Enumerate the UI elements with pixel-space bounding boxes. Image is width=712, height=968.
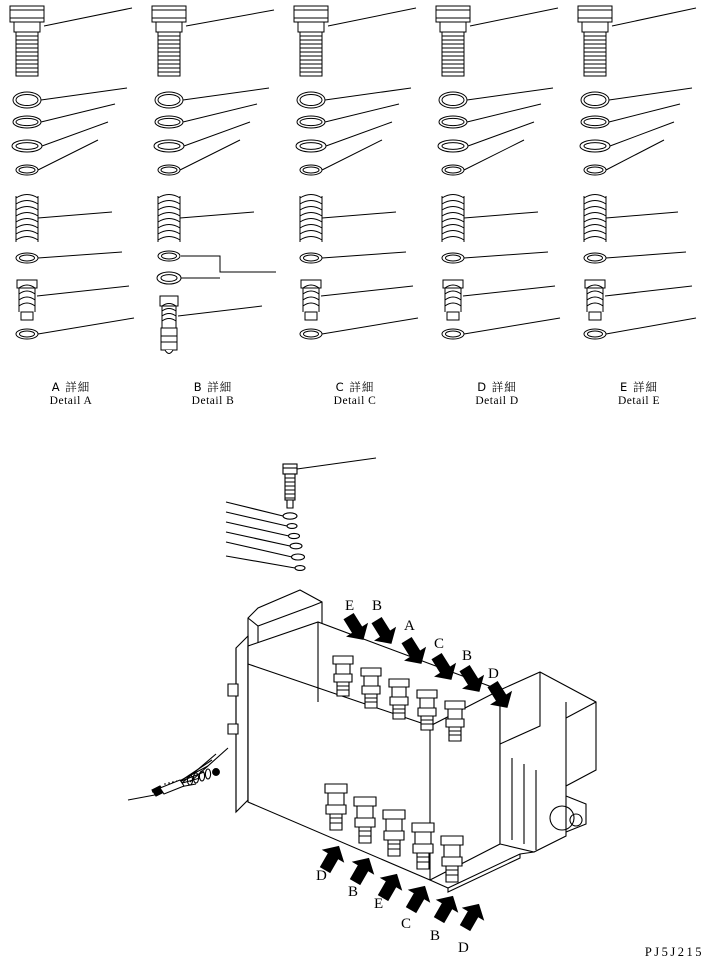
- detail-a-caption: A 詳細 Detail A: [49, 380, 93, 408]
- callout-lower-b: B: [348, 884, 359, 900]
- detail-c-drawing: [284, 0, 426, 400]
- top-exploded-stack: [226, 458, 376, 570]
- callout-lower-e: E: [374, 896, 384, 912]
- callout-lower-c: C: [401, 916, 412, 932]
- detail-e-caption: E 詳細 Detail E: [618, 380, 660, 408]
- detail-d-caption: D 詳細 Detail D: [475, 380, 519, 408]
- callout-upper-a: A: [404, 618, 415, 634]
- callout-lower-d2: D: [458, 940, 469, 956]
- callout-upper-c: C: [434, 636, 445, 652]
- detail-column-b: [142, 0, 284, 420]
- part-code: PJ5J215: [644, 945, 704, 959]
- callout-lower-d: D: [316, 868, 327, 884]
- detail-column-c: [284, 0, 426, 420]
- detail-column-e: [568, 0, 710, 420]
- detail-b-caption: B 詳細 Detail B: [191, 380, 235, 408]
- lower-left-exploded-parts: [128, 748, 228, 800]
- callout-upper-d: D: [488, 666, 499, 682]
- callout-upper-e: E: [345, 598, 355, 614]
- detail-a-drawing: [0, 0, 142, 400]
- detail-c-caption: C 詳細 Detail C: [333, 380, 377, 408]
- detail-b-drawing: [142, 0, 284, 400]
- main-valve-assembly-drawing: [0, 440, 712, 940]
- detail-d-drawing: [426, 0, 568, 400]
- callout-lower-b2: B: [430, 928, 441, 944]
- detail-column-d: [426, 0, 568, 420]
- callout-upper-b: B: [372, 598, 383, 614]
- detail-e-drawing: [568, 0, 710, 400]
- control-valve-body: [228, 590, 596, 892]
- callout-upper-b2: B: [462, 648, 473, 664]
- detail-column-a: [0, 0, 142, 420]
